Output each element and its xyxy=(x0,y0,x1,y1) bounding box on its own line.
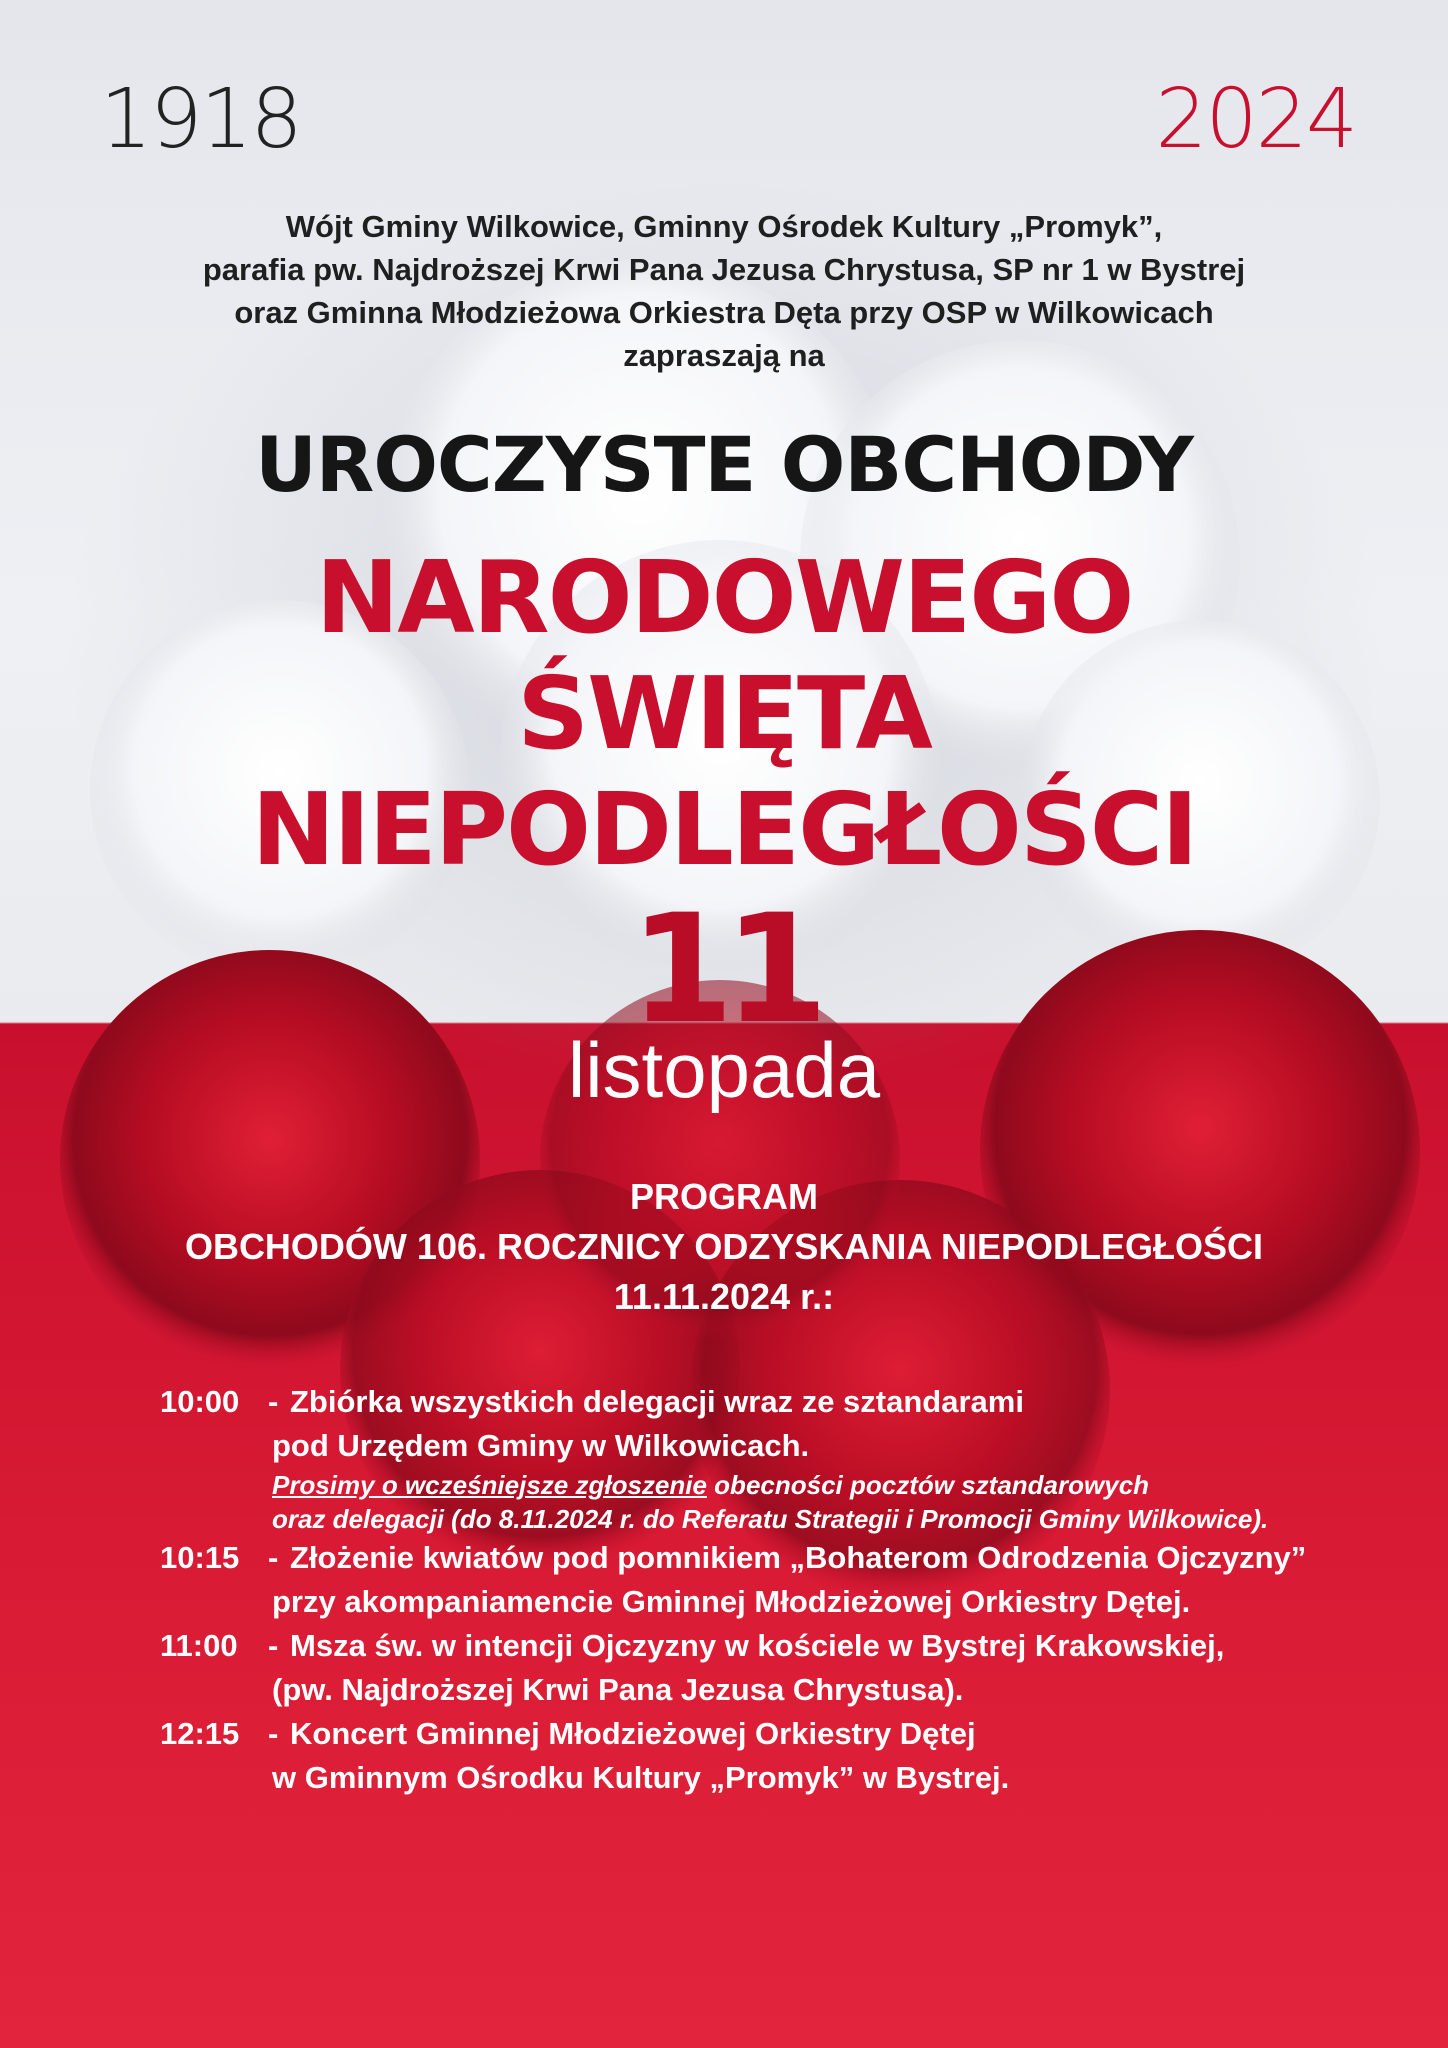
registration-note-line2: oraz delegacji (do 8.11.2024 r. do Referatu Strategii i Promocji Gminy Wilkowice). xyxy=(272,1504,1269,1534)
separator: - xyxy=(268,1540,279,1575)
schedule-text: Koncert Gminnej Młodzieżowej Orkiestry Dętej xyxy=(290,1716,976,1751)
schedule-continuation: w Gminnym Ośrodku Kultury „Promyk” w Bystrej. xyxy=(272,1760,1010,1795)
schedule-continuation: przy akompaniamencie Gminnej Młodzieżowej Orkiestry Dętej. xyxy=(272,1584,1191,1619)
schedule-time: 10:00 xyxy=(160,1384,240,1419)
schedule-item xyxy=(160,1712,1390,1756)
program-header xyxy=(0,1172,1448,1322)
headline: UROCZYSTE OBCHODY xyxy=(255,420,1193,509)
year-end: 2024 xyxy=(1155,72,1356,167)
schedule-time: 11:00 xyxy=(160,1628,238,1663)
schedule-item xyxy=(160,1536,1390,1580)
schedule-text: Msza św. w intencji Ojczyzny w kościele w Bystrej Krakowskiej, xyxy=(290,1628,1225,1663)
organizers xyxy=(0,205,1448,377)
year-start: 1918 xyxy=(100,72,301,167)
schedule-time: 12:15 xyxy=(160,1716,240,1751)
date-day: 11 xyxy=(629,883,819,1057)
schedule-continuation: (pw. Najdroższej Krwi Pana Jezusa Chrystusa). xyxy=(272,1672,964,1707)
registration-note xyxy=(160,1468,1390,1502)
schedule-text: Złożenie kwiatów pod pomnikiem „Bohaterom Odrodzenia Ojczyzny” xyxy=(290,1540,1307,1575)
organizers-line: Wójt Gminy Wilkowice, Gminny Ośrodek Kultury „Promyk”, xyxy=(285,209,1163,244)
note-rest: obecności pocztów sztandarowych xyxy=(706,1470,1150,1500)
separator: - xyxy=(268,1716,279,1751)
title-line: ŚWIĘTA xyxy=(517,655,931,772)
separator: - xyxy=(268,1384,279,1419)
schedule xyxy=(160,1380,1390,1800)
note-underlined: Prosimy o wcześniejsze zgłoszenie xyxy=(272,1470,707,1500)
schedule-time: 10:15 xyxy=(160,1540,240,1575)
program-subheading: OBCHODÓW 106. ROCZNICY ODZYSKANIA NIEPODLEGŁOŚCI xyxy=(184,1226,1264,1267)
separator: - xyxy=(268,1628,279,1663)
title-line: NARODOWEGO xyxy=(315,539,1133,656)
program-date: 11.11.2024 r.: xyxy=(613,1276,835,1317)
organizers-line: parafia pw. Najdroższej Krwi Pana Jezusa Chrystusa, SP nr 1 w Bystrej xyxy=(202,252,1246,287)
organizers-line: zapraszają na xyxy=(623,338,825,373)
schedule-continuation: pod Urzędem Gminy w Wilkowicach. xyxy=(272,1428,810,1463)
organizers-line: oraz Gminna Młodzieżowa Orkiestra Dęta przy OSP w Wilkowicach xyxy=(234,295,1214,330)
schedule-item xyxy=(160,1624,1390,1668)
event-title xyxy=(0,540,1448,888)
program-heading: PROGRAM xyxy=(630,1176,818,1217)
schedule-item xyxy=(160,1380,1390,1424)
title-line: NIEPODLEGŁOŚCI xyxy=(251,771,1197,888)
schedule-text: Zbiórka wszystkich delegacji wraz ze sztandarami xyxy=(290,1384,1024,1419)
date-month: listopada xyxy=(567,1026,881,1114)
